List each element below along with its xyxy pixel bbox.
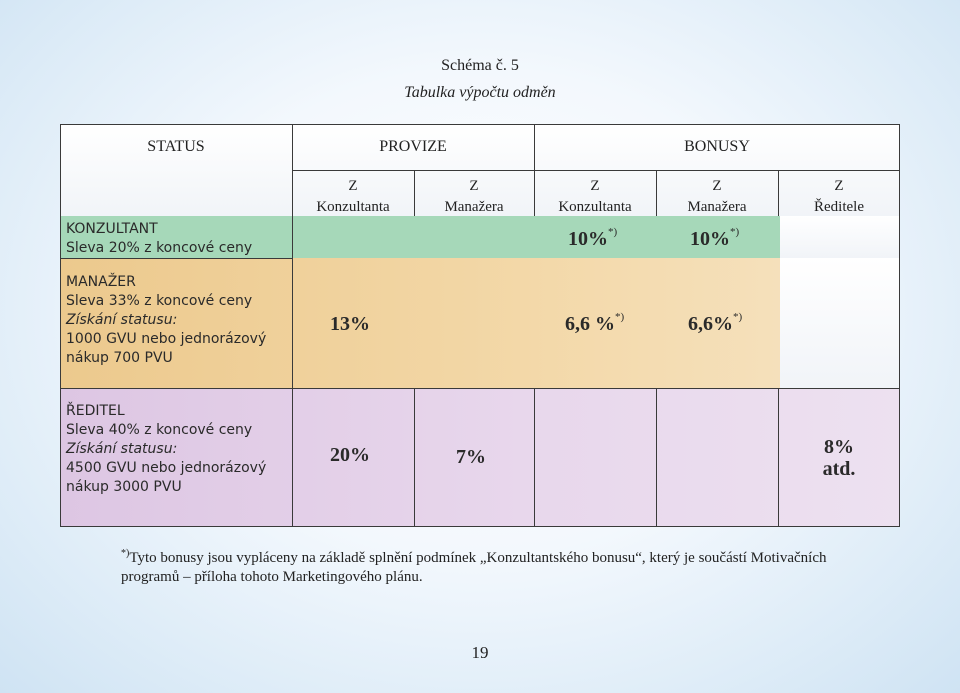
value-text: atd. xyxy=(822,458,856,480)
subheader-line: Z xyxy=(469,178,479,194)
status-line: KONZULTANT xyxy=(66,221,158,237)
status-line: ŘEDITEL xyxy=(66,403,125,419)
footnote-line xyxy=(121,544,921,568)
status-line: Získání statusu: xyxy=(66,312,178,328)
subheader-line: Ředitele xyxy=(814,199,864,215)
footnote-mark: *) xyxy=(730,226,740,238)
subheader-line: Z xyxy=(712,178,722,194)
subheader-line: Konzultanta xyxy=(558,199,632,215)
footnote xyxy=(121,544,921,587)
value-bonus-manazer-row1 xyxy=(690,228,739,251)
subheader-line: Konzultanta xyxy=(316,199,390,215)
value-text: 6,6 % xyxy=(565,313,615,335)
status-reditel xyxy=(66,402,266,497)
subheader-provize-konzultant xyxy=(292,176,414,218)
value-text: 10% xyxy=(690,228,730,250)
status-line: nákup 700 PVU xyxy=(66,350,173,366)
subheader-line: Manažera xyxy=(687,199,747,215)
status-line: 1000 GVU nebo jednorázový xyxy=(66,331,267,347)
status-line: Sleva 20% z koncové ceny xyxy=(66,240,253,256)
grid-line xyxy=(60,388,900,389)
value-provize-konzultant-row2: 13% xyxy=(330,313,370,335)
subheader-line: Manažera xyxy=(444,199,504,215)
subheader-bonus-konzultant xyxy=(534,176,656,218)
subheader-line: Z xyxy=(348,178,358,194)
value-text: 10% xyxy=(568,228,608,250)
footnote-mark: *) xyxy=(608,226,618,238)
value-text: 8% xyxy=(824,436,854,458)
grid-line xyxy=(292,170,900,171)
value-provize-konzultant-row3: 20% xyxy=(330,444,370,466)
footnote-mark: *) xyxy=(121,548,130,559)
value-provize-manazer-row3: 7% xyxy=(456,446,486,468)
schema-label: Schéma č. 5 xyxy=(441,57,519,74)
grid-line xyxy=(656,388,657,527)
value-bonus-konzultant-row1 xyxy=(568,228,617,251)
value-bonus-manazer-row2 xyxy=(688,313,742,336)
subheader-bonus-manazer xyxy=(656,176,778,218)
status-manazer xyxy=(66,273,266,368)
grid-line xyxy=(534,388,535,527)
footnote-line: programů – příloha tohoto Marketingového plánu. xyxy=(121,569,423,585)
table-subtitle: Tabulka výpočtu odměn xyxy=(404,84,556,101)
subheader-line: Z xyxy=(590,178,600,194)
subheader-line: Z xyxy=(834,178,844,194)
header-bonusy: BONUSY xyxy=(684,138,750,155)
header-provize: PROVIZE xyxy=(379,138,447,155)
footnote-mark: *) xyxy=(733,311,743,323)
status-line: Získání statusu: xyxy=(66,441,178,457)
status-line: 4500 GVU nebo jednorázový xyxy=(66,460,267,476)
subheader-provize-manazer xyxy=(414,176,534,218)
grid-line xyxy=(60,258,292,259)
status-line: Sleva 40% z koncové ceny xyxy=(66,422,253,438)
subheader-bonus-reditel xyxy=(778,176,900,218)
footnote-text: Tyto bonusy jsou vypláceny na základě splnění podmínek „Konzultantského bonusu“, který je součástí Motivačních xyxy=(129,550,827,566)
value-bonus-konzultant-row2 xyxy=(565,313,624,336)
status-line: MANAŽER xyxy=(66,274,136,290)
status-line: Sleva 33% z koncové ceny xyxy=(66,293,253,309)
status-konzultant xyxy=(66,220,252,258)
status-line: nákup 3000 PVU xyxy=(66,479,182,495)
grid-line xyxy=(414,388,415,527)
page-number: 19 xyxy=(471,643,489,662)
value-text: 6,6% xyxy=(688,313,733,335)
value-bonus-reditel-row3 xyxy=(778,436,900,480)
footnote-mark: *) xyxy=(615,311,625,323)
header-status: STATUS xyxy=(147,138,205,155)
reward-table xyxy=(60,124,900,527)
